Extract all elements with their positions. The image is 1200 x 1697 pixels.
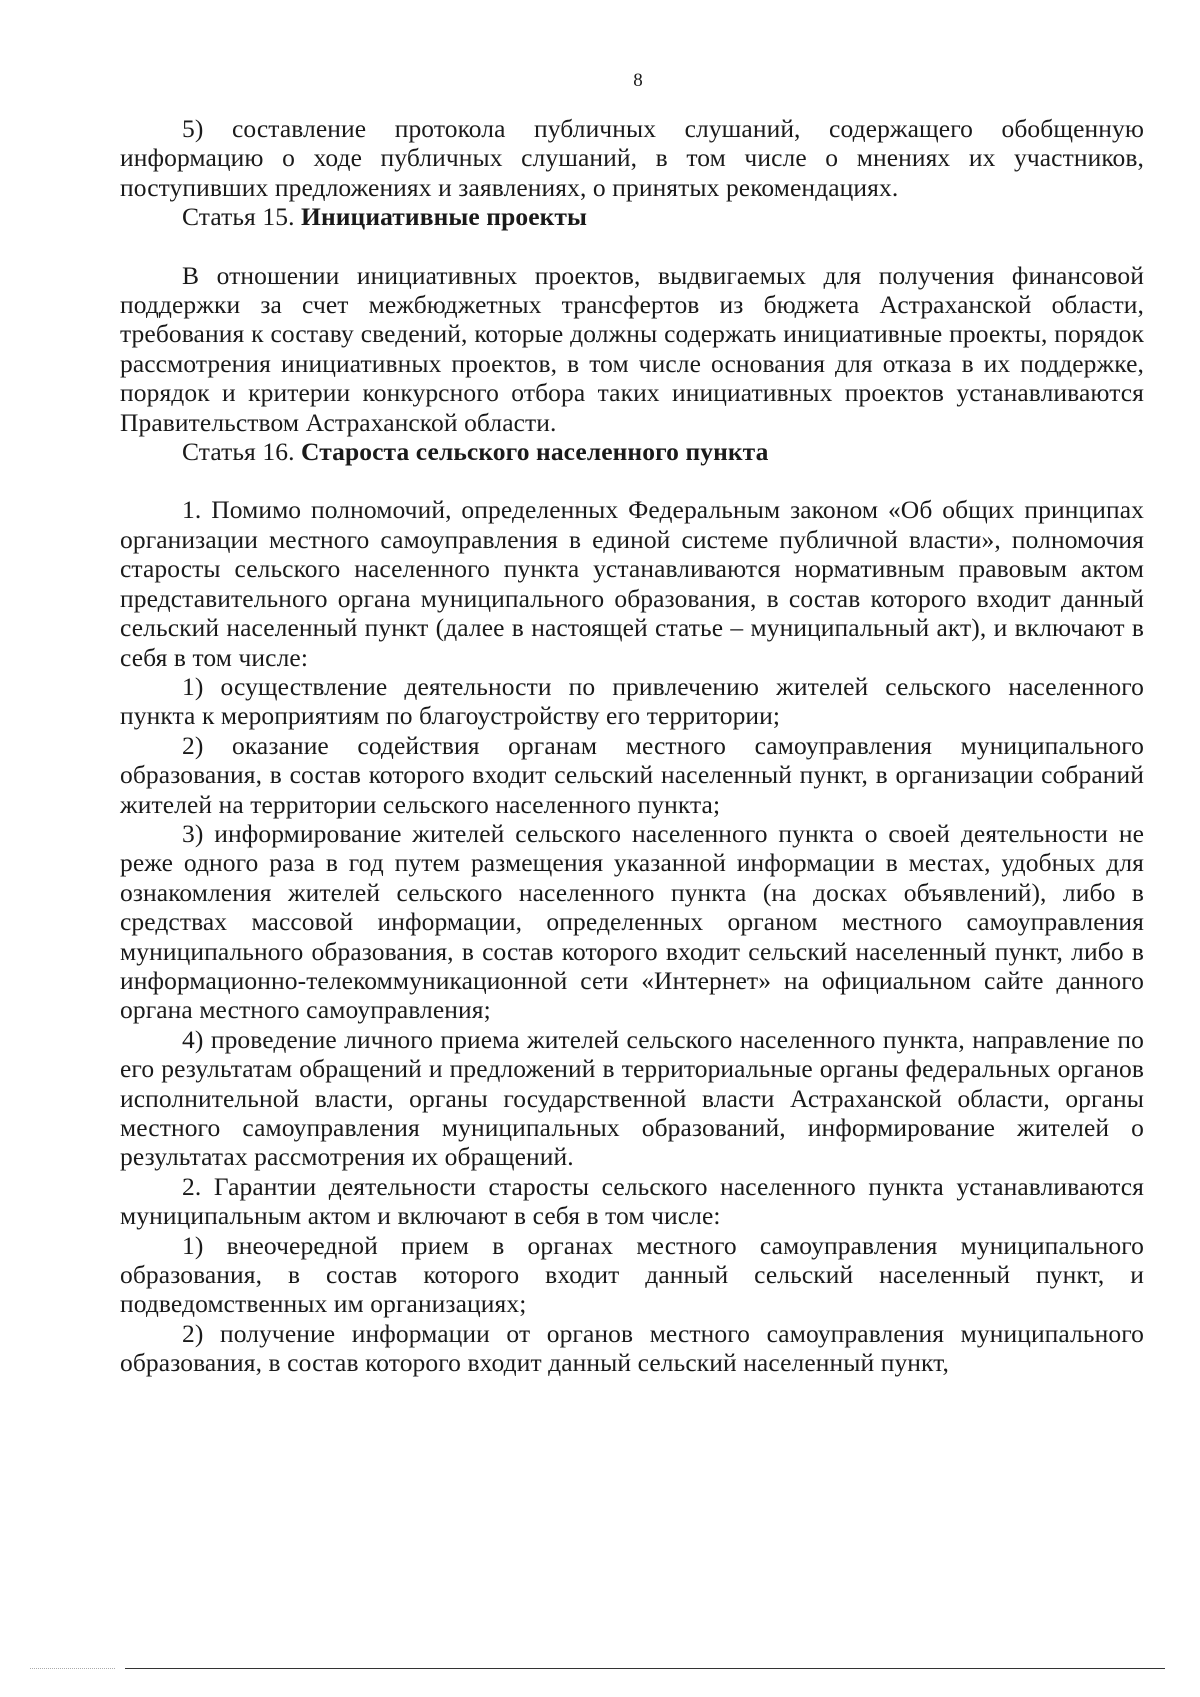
article-16-p1-item-4: 4) проведение личного приема жителей сельского населенного пункта, направление по его результатам обращений и предложений в территориальные органы федеральных органов исполнительной власти, органы государственной власти Астраханской области, органы местного самоуправления муниципальных образований, информирование жителей о результатах рассмотрения их обращений. bbox=[120, 1024, 1144, 1172]
article-16-prefix: Статья 16. bbox=[182, 437, 302, 467]
article-16-heading bbox=[120, 437, 1144, 466]
article-15-heading bbox=[120, 202, 1144, 231]
scan-edge-line bbox=[125, 1668, 1165, 1669]
article-16-p1-item-3: 3) информирование жителей сельского населенного пункта о своей деятельности не реже одного раза в год путем размещения указанной информации в местах, удобных для ознакомления жителей сельского населенного пункта (на досках объявлений), либо в средствах массовой информации, определенных органом местного самоуправления муниципального образования, в состав которого входит сельский населенный пункт, либо в информационно-телекоммуникационной сети «Интернет» на официальном сайте данного органа местного самоуправления; bbox=[120, 818, 1144, 1025]
article-16-title: Староста сельского населенного пункта bbox=[301, 437, 769, 467]
article-16-paragraph-2: 2. Гарантии деятельности старосты сельского населенного пункта устанавливаются муниципальным актом и включают в себя в том числе: bbox=[120, 1171, 1144, 1231]
page-number: 8 bbox=[633, 70, 643, 91]
article-15-body: В отношении инициативных проектов, выдвигаемых для получения финансовой поддержки за счет межбюджетных трансфертов из бюджета Астраханской области, требования к составу сведений, которые должны содержать инициативные проекты, порядок рассмотрения инициативных проектов, в том числе основания для отказа в их поддержке, порядок и критерии конкурсного отбора таких инициативных проектов устанавливаются Правительством Астраханской области. bbox=[120, 260, 1144, 437]
article-16-paragraph-1: 1. Помимо полномочий, определенных Федеральным законом «Об общих принципах организации местного самоуправления в единой системе публичной власти», полномочия старосты сельского населенного пункта устанавливаются нормативным правовым актом представительного органа муниципального образования, в состав которого входит данный сельский населенный пункт (далее в настоящей статье – муниципальный акт), и включают в себя в том числе: bbox=[120, 495, 1144, 672]
article-16-p1-item-2: 2) оказание содействия органам местного самоуправления муниципального образования, в состав которого входит сельский населенный пункт, в организации собраний жителей на территории сельского населенного пункта; bbox=[120, 730, 1144, 819]
scan-edge-line-left bbox=[30, 1668, 115, 1669]
article-16-p2-item-2: 2) получение информации от органов местного самоуправления муниципального образования, в состав которого входит данный сельский населенный пункт, bbox=[120, 1318, 1144, 1378]
article-15-prefix: Статья 15. bbox=[182, 202, 302, 232]
article-16-p1-item-1: 1) осуществление деятельности по привлечению жителей сельского населенного пункта к мероприятиям по благоустройству его территории; bbox=[120, 671, 1144, 731]
document-page bbox=[120, 70, 1144, 1378]
article-15-title: Инициативные проекты bbox=[301, 202, 588, 232]
article-16-p2-item-1: 1) внеочередной прием в органах местного самоуправления муниципального образования, в состав которого входит данный сельский населенный пункт, и подведомственных им организациях; bbox=[120, 1230, 1144, 1319]
paragraph-item-5: 5) составление протокола публичных слушаний, содержащего обобщенную информацию о ходе публичных слушаний, в том числе о мнениях их участников, поступивших предложениях и заявлениях, о принятых рекомендациях. bbox=[120, 114, 1144, 202]
